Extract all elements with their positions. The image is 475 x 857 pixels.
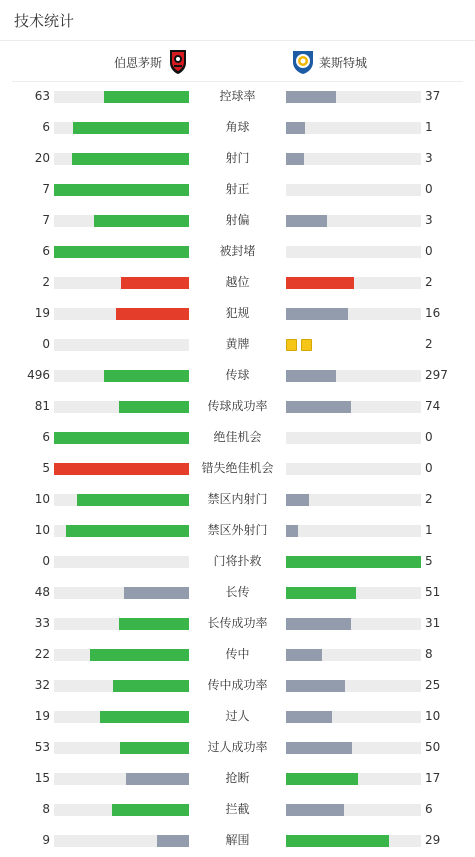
away-stat-bar [286,711,421,723]
away-stat-value: 0 [425,182,433,196]
away-stat-fill [286,153,304,165]
stat-label: 禁区外射门 [207,523,268,537]
stat-row [0,794,475,825]
away-stat-value: 10 [425,709,441,723]
stat-label: 禁区内射门 [207,492,268,506]
away-stat-value: 17 [425,771,441,785]
home-stat-bar [54,184,189,196]
home-stat-value: 19 [34,306,50,320]
home-stat-bar [54,649,189,661]
stat-row [0,329,475,360]
home-stat-value: 63 [34,89,50,103]
away-stat-fill [286,277,354,289]
stat-row [0,143,475,174]
away-stat-fill [286,91,336,103]
away-stat-bar [286,370,421,382]
home-stat-bar [54,401,189,413]
home-stat-bar [54,804,189,816]
away-stat-bar [286,153,421,165]
home-stat-fill [90,649,189,661]
home-stat-bar [54,215,189,227]
stat-label: 射门 [225,151,250,165]
away-stat-value: 1 [425,120,433,134]
home-stat-fill [73,122,189,134]
stat-row [0,484,475,515]
home-stat-value: 32 [34,678,50,692]
stat-label: 拦截 [225,802,250,816]
stat-row [0,453,475,484]
stat-row [0,515,475,546]
home-stat-fill [113,680,189,692]
yellow-card-icon [286,339,297,351]
away-stat-value: 6 [425,802,433,816]
home-stat-bar [54,556,189,568]
home-stat-bar [54,122,189,134]
home-stat-fill [72,153,189,165]
stat-label: 抢断 [225,771,250,785]
away-stat-value: 25 [425,678,441,692]
stat-label: 控球率 [219,89,256,103]
stat-row [0,360,475,391]
home-stat-fill [104,91,189,103]
home-stat-bar [54,835,189,847]
home-stat-value: 496 [27,368,50,382]
away-stat-bar [286,804,421,816]
stat-label: 过人 [225,709,250,723]
home-stat-value: 20 [34,151,50,165]
away-stat-fill [286,835,389,847]
away-stat-fill [286,587,356,599]
away-stat-bar [286,215,421,227]
home-stat-value: 15 [34,771,50,785]
home-stat-fill [54,184,189,196]
stat-row [0,391,475,422]
away-stat-bar [286,618,421,630]
home-stat-fill [54,246,189,258]
stat-label: 绝佳机会 [213,430,262,444]
away-stat-value: 3 [425,213,433,227]
away-stat-value: 31 [425,616,441,630]
home-stat-bar [54,742,189,754]
home-stat-bar [54,91,189,103]
home-stat-value: 10 [34,523,50,537]
away-stat-bar [286,122,421,134]
away-stat-value: 0 [425,430,433,444]
away-stat-bar [286,401,421,413]
away-stat-bar [286,587,421,599]
away-stat-fill [286,215,327,227]
stat-row [0,205,475,236]
away-stat-bar [286,680,421,692]
home-stat-bar [54,432,189,444]
home-stat-fill [77,494,189,506]
stat-row [0,267,475,298]
header-divider [0,40,475,41]
home-stat-value: 7 [42,182,50,196]
away-stat-fill [286,525,298,537]
home-stat-fill [120,742,189,754]
home-stat-value: 9 [42,833,50,847]
away-stat-value: 51 [425,585,441,599]
home-stat-bar [54,370,189,382]
away-stat-fill [286,494,309,506]
stat-row [0,174,475,205]
stat-label: 过人成功率 [207,740,268,754]
home-stat-fill [112,804,189,816]
away-stat-value: 5 [425,554,433,568]
home-stat-bar [54,587,189,599]
home-stat-value: 81 [34,399,50,413]
home-stat-value: 6 [42,120,50,134]
home-stat-bar [54,463,189,475]
away-team[interactable] [291,46,367,78]
stat-label: 长传 [225,585,250,599]
home-stat-value: 7 [42,213,50,227]
home-stat-value: 8 [42,802,50,816]
home-stat-fill [54,463,189,475]
home-stat-bar [54,525,189,537]
stat-label: 越位 [225,275,250,289]
home-stat-fill [119,618,189,630]
away-stat-bar [286,556,421,568]
away-stat-fill [286,308,348,320]
away-stat-bar [286,463,421,475]
stat-row [0,81,475,112]
away-stat-fill [286,773,358,785]
home-stat-bar [54,494,189,506]
home-team[interactable] [0,46,188,78]
away-stat-bar [286,277,421,289]
away-team-name: 莱斯特城 [319,55,368,70]
home-stat-fill [126,773,189,785]
away-stat-fill [286,711,332,723]
home-stat-value: 53 [34,740,50,754]
away-stat-fill [286,370,336,382]
home-stat-value: 6 [42,430,50,444]
away-stat-bar [286,246,421,258]
away-stat-bar [286,308,421,320]
away-stat-fill [286,804,344,816]
home-stat-bar [54,711,189,723]
away-stat-fill [286,680,345,692]
stat-row [0,701,475,732]
stats-list [0,81,475,856]
home-stat-fill [104,370,189,382]
home-stat-value: 5 [42,461,50,475]
home-stat-fill [157,835,189,847]
bournemouth-crest-icon [168,49,188,75]
stat-label: 解围 [225,833,250,847]
away-stat-value: 3 [425,151,433,165]
home-stat-value: 6 [42,244,50,258]
away-stat-bar [286,742,421,754]
stat-row [0,608,475,639]
away-stat-bar [286,525,421,537]
stat-row [0,670,475,701]
away-stat-bar [286,773,421,785]
away-stat-bar [286,649,421,661]
home-stat-value: 0 [42,337,50,351]
away-stat-fill [286,122,305,134]
home-stat-bar [54,339,189,351]
stat-row [0,546,475,577]
stat-label: 传中 [225,647,250,661]
away-stat-bar [286,835,421,847]
stat-label: 长传成功率 [207,616,268,630]
yellow-cards [286,339,312,351]
stat-row [0,825,475,856]
home-team-name: 伯恩茅斯 [113,55,162,70]
home-stat-bar [54,246,189,258]
home-stat-fill [94,215,189,227]
stat-label: 角球 [225,120,250,134]
home-stat-fill [116,308,189,320]
page-title: 技术统计 [14,12,75,30]
away-stat-value: 2 [425,337,433,351]
away-stat-value: 297 [425,368,448,382]
away-stat-value: 2 [425,275,433,289]
away-stat-value: 29 [425,833,441,847]
away-stat-bar [286,91,421,103]
away-stat-value: 0 [425,461,433,475]
home-stat-bar [54,277,189,289]
away-stat-bar [286,494,421,506]
home-stat-value: 48 [34,585,50,599]
away-stat-value: 0 [425,244,433,258]
home-stat-fill [54,432,189,444]
home-stat-fill [121,277,189,289]
stat-label: 门将扑救 [213,554,262,568]
stat-row [0,112,475,143]
away-stat-value: 16 [425,306,441,320]
home-stat-value: 33 [34,616,50,630]
away-stat-fill [286,556,421,568]
stat-label: 传球成功率 [207,399,268,413]
stat-row [0,422,475,453]
stat-row [0,298,475,329]
away-stat-fill [286,401,351,413]
away-stat-value: 50 [425,740,441,754]
stat-row [0,763,475,794]
stat-label: 黄牌 [225,337,250,351]
home-stat-value: 2 [42,275,50,289]
away-stat-bar [286,432,421,444]
home-stat-value: 10 [34,492,50,506]
stat-label: 射偏 [225,213,250,227]
stat-row [0,732,475,763]
home-stat-bar [54,308,189,320]
stat-label: 传球 [225,368,250,382]
home-stat-fill [66,525,189,537]
stat-row [0,577,475,608]
away-stat-fill [286,742,352,754]
stat-label: 犯规 [225,306,250,320]
stat-label: 被封堵 [219,244,256,258]
stat-row [0,236,475,267]
away-stat-value: 74 [425,399,441,413]
yellow-card-icon [301,339,312,351]
away-stat-value: 1 [425,523,433,537]
home-stat-fill [124,587,189,599]
home-stat-bar [54,680,189,692]
home-stat-bar [54,153,189,165]
away-stat-fill [286,649,322,661]
away-stat-bar [286,184,421,196]
home-stat-value: 22 [34,647,50,661]
away-stat-fill [286,618,351,630]
stat-label: 传中成功率 [207,678,268,692]
home-stat-bar [54,618,189,630]
away-stat-value: 8 [425,647,433,661]
stat-label: 错失绝佳机会 [201,461,274,475]
home-stat-value: 0 [42,554,50,568]
team-header [0,46,475,78]
stat-label: 射正 [225,182,250,196]
home-stat-fill [100,711,189,723]
home-stat-bar [54,773,189,785]
home-stat-value: 19 [34,709,50,723]
away-stat-value: 2 [425,492,433,506]
leicester-crest-icon [291,49,315,75]
home-stat-fill [119,401,189,413]
away-stat-value: 37 [425,89,441,103]
stat-row [0,639,475,670]
